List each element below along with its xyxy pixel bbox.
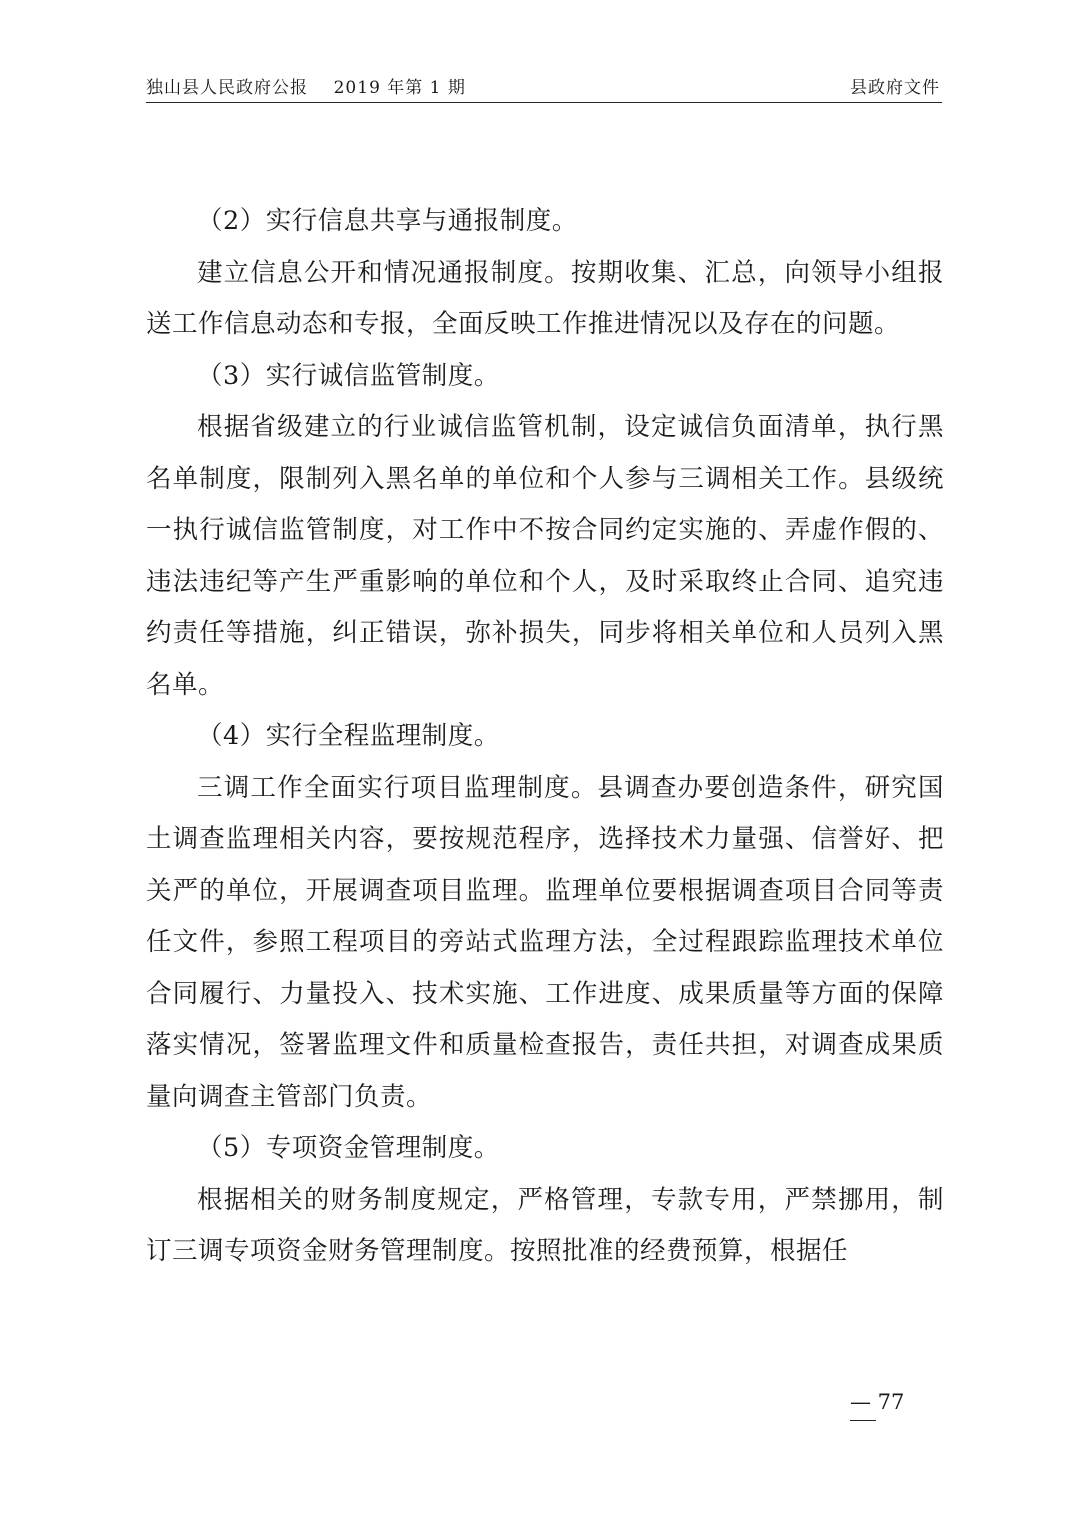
section-heading: （5）专项资金管理制度。 xyxy=(197,1133,500,1163)
page-number-dash xyxy=(850,1420,876,1421)
page-footer xyxy=(850,1388,904,1416)
body-paragraph: 根据省级建立的行业诚信监管机制，设定诚信负面清单，执行黑名单制度，限制列入黑名单的单位和个人参与三调相关工作。县级统一执行诚信监管制度，对工作中不按合同约定实施的、弄虚作假的、违法违纪等产生严重影响的单位和个人，及时采取终止合同、追究违约责任等措施，纠正错误，弥补损失，同步将相关单位和人员列入黑名单。 xyxy=(146,412,944,700)
document-body xyxy=(146,196,944,1278)
section-heading: （3）实行诚信监管制度。 xyxy=(197,360,500,391)
section-heading: （4）实行全程监理制度。 xyxy=(197,721,500,751)
page-number: — 77 xyxy=(850,1390,905,1414)
header-publication-title: 独山县人民政府公报 2019 年第 1 期 xyxy=(146,78,466,98)
page-header xyxy=(146,76,942,103)
section-heading: （2）实行信息共享与通报制度。 xyxy=(197,206,578,236)
header-section-title: 县政府文件 xyxy=(850,78,940,98)
body-paragraph: 三调工作全面实行项目监理制度。县调查办要创造条件，研究国土调查监理相关内容，要按规范程序，选择技术力量强、信誉好、把关严的单位，开展调查项目监理。监理单位要根据调查项目合同等责任文件，参照工程项目的旁站式监理方法，全过程跟踪监理技术单位合同履行、力量投入、技术实施、工作进度、成果质量等方面的保障落实情况，签署监理文件和质量检查报告，责任共担，对调查成果质量向调查主管部门负责。 xyxy=(146,772,944,1112)
body-paragraph: 建立信息公开和情况通报制度。按期收集、汇总，向领导小组报送工作信息动态和专报，全面反映工作推进情况以及存在的问题。 xyxy=(146,257,944,339)
body-paragraph: 根据相关的财务制度规定，严格管理，专款专用，严禁挪用，制订三调专项资金财务管理制度。按照批准的经费预算，根据任 xyxy=(146,1184,944,1266)
